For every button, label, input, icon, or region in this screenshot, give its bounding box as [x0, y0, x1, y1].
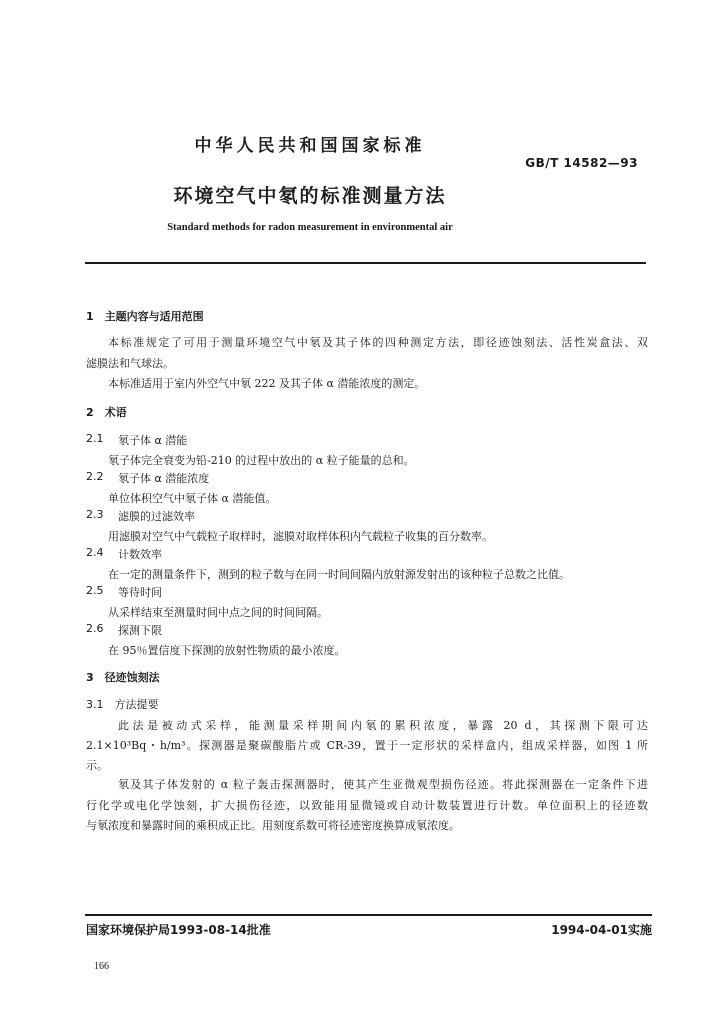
section-3-1-para-2-line-1: 氡及其子体发射的 α 粒子轰击探测器时，使其产生亚微观型损伤径迹。将此探测器在一定条件下进 [118, 778, 648, 791]
term-2-1-name: 氡子体 α 潜能 [118, 434, 188, 447]
implementation-date: 1994-04-01实施 [551, 923, 652, 937]
term-2-3-definition: 用滤膜对空气中气载粒子取样时，滤膜对取样体积内气载粒子收集的百分数率。 [108, 530, 493, 543]
section-3-1-para-1-line-1: 此法是被动式采样，能测量采样期间内氡的累积浓度，暴露 20 d，其探测下限可达 [118, 719, 648, 732]
term-2-3-number: 2.3 [86, 508, 104, 521]
term-2-2-number: 2.2 [86, 470, 104, 483]
section-3-1-para-1-line-2: 2.1×10³Bq・h/m³。探测器是聚碳酸脂片或 CR-39，置于一定形状的采样盒内，组成采样器，如图 1 所 [86, 739, 648, 752]
section-3-1-para-2-line-2: 行化学或电化学蚀刻，扩大损伤径迹，以致能用显微镜或自动计数装置进行计数。单位面积上的径迹数 [86, 799, 648, 812]
section-2-heading: 2 术语 [86, 406, 127, 419]
document-title-english: Standard methods for radon measurement in environmental air [167, 222, 453, 233]
term-2-1-number: 2.1 [86, 432, 104, 445]
footer-divider [85, 914, 652, 916]
section-1-para-2: 本标准适用于室内外空气中氡 222 及其子体 α 潜能浓度的测定。 [108, 377, 426, 390]
term-2-2-name: 氡子体 α 潜能浓度 [118, 472, 210, 485]
header-divider [85, 262, 646, 264]
term-2-5-number: 2.5 [86, 584, 104, 597]
section-3-1-para-2-line-3: 与氡浓度和暴露时间的乘积成正比。用刻度系数可将径迹密度换算成氡浓度。 [86, 819, 460, 832]
term-2-6-name: 探测下限 [118, 624, 162, 637]
section-1-para-1-line-2: 滤膜法和气球法。 [86, 357, 174, 370]
section-3-heading: 3 径迹蚀刻法 [86, 671, 160, 684]
standard-number: GB/T 14582—93 [525, 156, 638, 170]
term-2-4-definition: 在一定的测量条件下，测到的粒子数与在同一时间间隔内放射源发射出的该种粒子总数之比值。 [108, 568, 570, 581]
term-2-1-definition: 氡子体完全衰变为铅-210 的过程中放出的 α 粒子能量的总和。 [108, 454, 415, 467]
approval-date: 国家环境保护局1993-08-14批准 [86, 923, 271, 937]
term-2-6-definition: 在 95％置信度下探测的放射性物质的最小浓度。 [108, 644, 346, 657]
term-2-6-number: 2.6 [86, 622, 104, 635]
page-number: 166 [94, 961, 109, 972]
section-3-1-para-1-line-3: 示。 [86, 759, 108, 772]
section-1-para-1-line-1: 本标准规定了可用于测量环境空气中氡及其子体的四种测定方法，即径迹蚀刻法、活性炭盒法、双 [108, 336, 648, 349]
term-2-4-number: 2.4 [86, 546, 104, 559]
term-2-4-name: 计数效率 [118, 548, 162, 561]
standard-category: 中华人民共和国国家标准 [194, 136, 426, 156]
term-2-5-name: 等待时间 [118, 586, 162, 599]
term-2-2-definition: 单位体积空气中氡子体 α 潜能值。 [108, 492, 277, 505]
section-3-1-heading: 3.1 方法提要 [86, 698, 159, 711]
term-2-5-definition: 从采样结束至测量时间中点之间的时间间隔。 [108, 606, 328, 619]
document-title: 环境空气中氡的标准测量方法 [173, 185, 447, 207]
section-1-heading: 1 主题内容与适用范围 [86, 310, 204, 323]
term-2-3-name: 滤膜的过滤效率 [118, 510, 195, 523]
